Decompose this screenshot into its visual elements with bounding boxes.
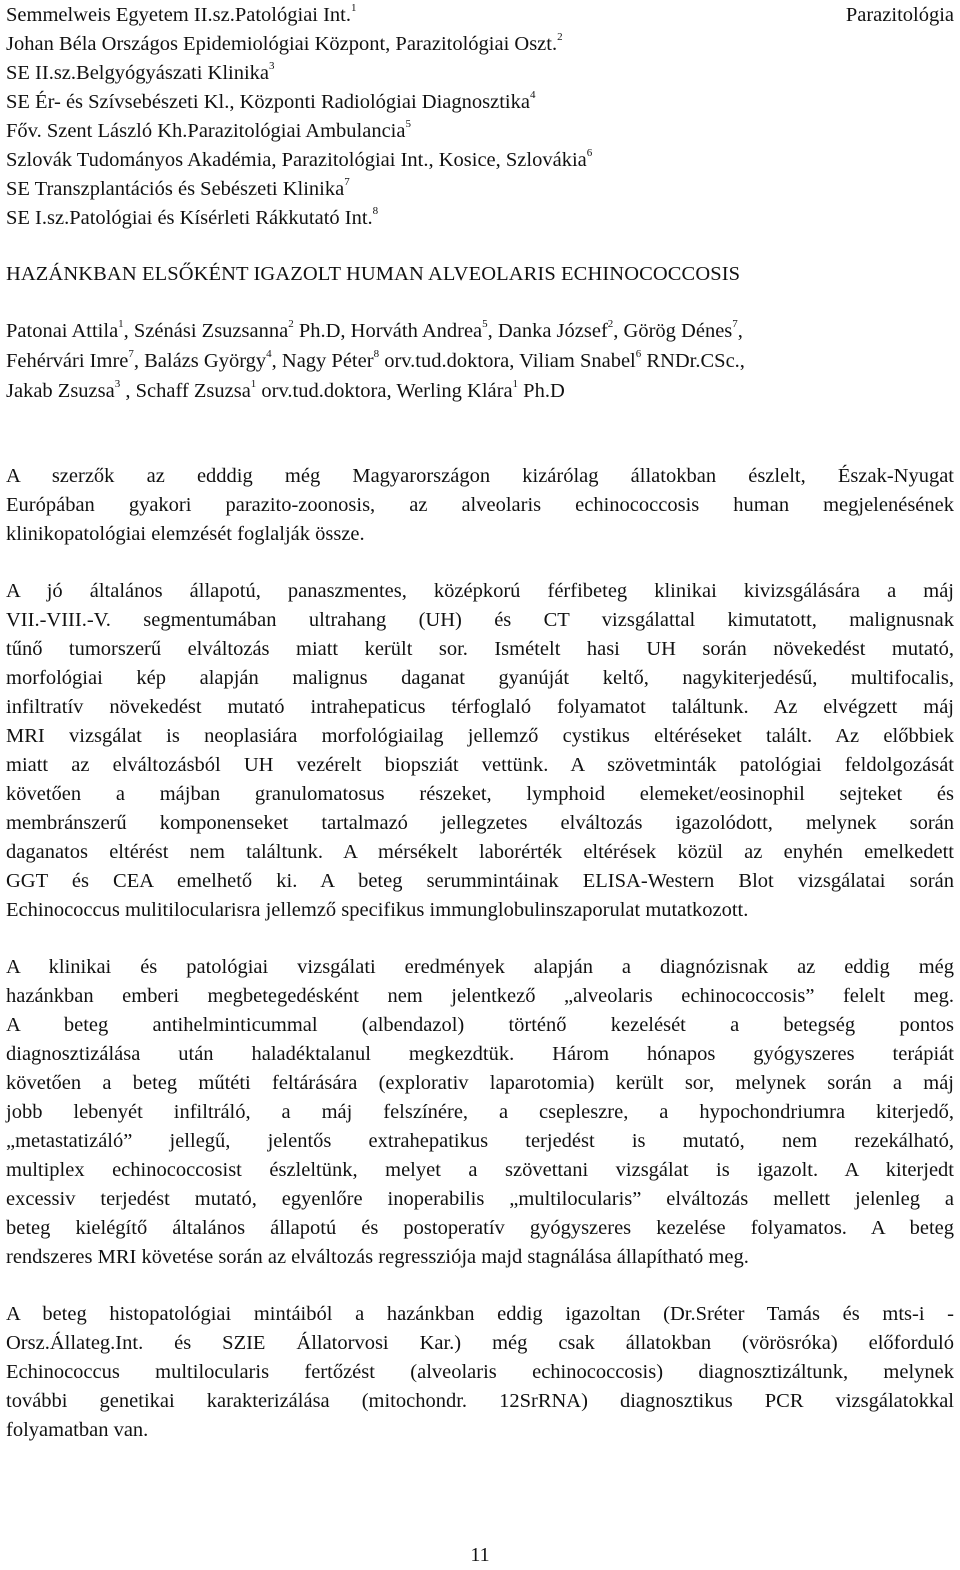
- affiliation-text: SE I.sz.Patológiai és Kísérleti Rákkutató Int.: [6, 207, 373, 229]
- affiliation-number: 8: [372, 205, 379, 218]
- author-affiliation-number: 1: [250, 378, 257, 391]
- paragraph-line: Echinococcus mulitilocularisra jellemző specifikus immunglobulinszaporulat mutatkozott.: [6, 899, 749, 921]
- paragraph-line: rendszeres MRI követése során az elváltozás regressziója majd stagnálása állapítható meg.: [6, 1246, 749, 1268]
- author-name: , Szénási Zsuzsanna: [123, 320, 289, 342]
- affiliation-line: [6, 59, 954, 88]
- affiliation-number: 7: [344, 176, 350, 189]
- section-label: Parazitológia: [845, 4, 954, 26]
- affiliation-line: [6, 117, 954, 146]
- affiliation-line: [6, 175, 954, 204]
- paragraph-line: excessiv terjedést mutató, egyenlőre inoperabilis „multilocularis” elváltozás mellett jelenleg a: [6, 1188, 954, 1210]
- abstract-paragraph: [6, 953, 954, 1272]
- paragraph-line: A klinikai és patológiai vizsgálati eredmények alapján a diagnózisnak az eddig még: [6, 956, 954, 978]
- author-degree: RNDr.CSc.,: [641, 350, 745, 372]
- paragraph-line: Orsz.Állateg.Int. és SZIE Állatorvosi Kar.) még csak állatokban (vörösróka) előforduló: [6, 1332, 954, 1354]
- author-affiliation-number: 1: [512, 378, 519, 391]
- affiliation-number: 2: [557, 31, 563, 44]
- paragraph-line: miatt az elváltozásból UH vezérelt biopsziát vettünk. A szövetminták patológiai feldolgozását: [6, 754, 954, 776]
- affiliation-number: 4: [529, 89, 536, 102]
- document-page: [6, 0, 954, 1569]
- author-affiliation-number: 7: [128, 348, 134, 361]
- paragraph-line: GGT és CEA emelhető ki. A beteg serummintáinak ELISA-Western Blot vizsgálatai során: [6, 870, 954, 892]
- author-name: Jakab Zsuzsa: [6, 380, 115, 402]
- author-name: , Nagy Péter: [271, 350, 374, 372]
- paragraph-line: morfológiai kép alapján malignus daganat gyanúját keltő, nagykiterjedésű, multifocalis,: [6, 667, 954, 689]
- author-affiliation-number: 2: [288, 318, 294, 331]
- paragraph-line: hazánkban emberi megbetegedésként nem jelentkező „alveolaris echinococcosis” felelt meg.: [6, 985, 954, 1007]
- affiliation-number: 5: [405, 118, 411, 131]
- author-affiliation-number: 6: [635, 348, 642, 361]
- paragraph-line: A szerzők az edddig még Magyarországon kizárólag állatokban észlelt, Észak-Nyugat: [6, 465, 954, 487]
- abstract-paragraph: [6, 462, 954, 549]
- paragraph-line: követően a májban granulomatosus részeket, lymphoid elemeket/eosinophil sejteket és: [6, 783, 954, 805]
- paragraph-line: klinikopatológiai elemzését foglalják össze.: [6, 523, 365, 545]
- affiliation-number: 6: [586, 147, 593, 160]
- authors-block: [6, 316, 954, 406]
- abstract-paragraph: [6, 577, 954, 925]
- abstract-paragraph: [6, 1300, 954, 1445]
- affiliation-text: SE Ér- és Szívsebészeti Kl., Központi Radiológiai Diagnosztika: [6, 91, 530, 113]
- affiliation-number: 3: [269, 60, 275, 73]
- affiliations-block: [6, 1, 954, 233]
- paragraph-line: Európában gyakori parazito-zoonosis, az alveolaris echinococcosis human megjelenésének: [6, 494, 954, 516]
- paragraph-line: további genetikai karakterizálása (mitochondr. 12SrRNA) diagnosztikus PCR vizsgálatokkal: [6, 1390, 954, 1412]
- affiliation-number: 1: [351, 2, 357, 15]
- affiliation-text: Főv. Szent László Kh.Parazitológiai Ambulancia: [6, 120, 406, 142]
- paragraph-line: folyamatban van.: [6, 1419, 149, 1441]
- paragraph-line: membránszerű komponenseket tartalmazó jellegzetes elváltozás igazolódott, melynek során: [6, 812, 954, 834]
- paragraph-line: beteg kielégítő általános állapotú és postoperatív gyógyszeres kezelése folyamatos. A beteg: [6, 1217, 954, 1239]
- author-affiliation-number: 1: [118, 318, 124, 331]
- paragraph-line: tűnő tumorszerű elváltozás miatt került sor. Ismételt hasi UH során növekedést mutató,: [6, 638, 954, 660]
- affiliation-line: [6, 204, 954, 233]
- authors-line: [6, 316, 954, 346]
- article-title: HAZÁNKBAN ELSŐKÉNT IGAZOLT HUMAN ALVEOLARIS ECHINOCOCCOSIS: [6, 263, 741, 285]
- author-name: Ph.D, Horváth Andrea: [293, 320, 483, 342]
- page-number: 11: [470, 1544, 490, 1566]
- author-affiliation-number: 7: [732, 318, 738, 331]
- author-name: Fehérvári Imre: [6, 350, 129, 372]
- paragraph-line: Echinococcus multilocularis fertőzést (alveolaris echinococcosis) diagnosztizáltunk, melynek: [6, 1361, 954, 1383]
- author-separator: ,: [737, 320, 743, 342]
- affiliation-line: [6, 88, 954, 117]
- author-affiliation-number: 3: [114, 378, 121, 391]
- paragraph-line: A beteg antihelminticummal (albendazol) történő kezelését a betegség pontos: [6, 1014, 954, 1036]
- author-degree: Ph.D: [518, 380, 565, 402]
- abstract-body: [6, 462, 954, 1473]
- paragraph-line: jobb lebenyét infiltráló, a máj felszínére, a csepleszre, a hypochondriumra kiterjedő,: [6, 1101, 954, 1123]
- author-affiliation-number: 8: [373, 348, 380, 361]
- paragraph-line: „metastatizáló” jellegű, jelentős extrahepatikus terjedést is mutató, nem rezekálható,: [6, 1130, 954, 1152]
- author-affiliation-number: 2: [607, 318, 614, 331]
- author-name: , Schaff Zsuzsa: [120, 380, 251, 402]
- paragraph-line: A jó általános állapotú, panaszmentes, középkorú férfibeteg klinikai kivizsgálására a máj: [6, 580, 954, 602]
- paragraph-line: multiplex echinococcosist észleltünk, melyet a szövettani vizsgálat is igazolt. A kiterjedt: [6, 1159, 954, 1181]
- author-affiliation-number: 5: [482, 318, 488, 331]
- affiliation-line: [6, 1, 954, 30]
- affiliation-text: Semmelweis Egyetem II.sz.Patológiai Int.: [6, 4, 352, 26]
- author-affiliation-number: 4: [266, 348, 272, 361]
- authors-line: [6, 346, 954, 376]
- paragraph-line: A beteg histopatológiai mintáiból a hazánkban eddig igazoltan (Dr.Sréter Tamás és mts-i -: [6, 1303, 954, 1325]
- affiliation-text: SE Transzplantációs és Sebészeti Klinika: [6, 178, 345, 200]
- paragraph-line: követően a beteg műtéti feltárására (explorativ laparotomia) került sor, melynek során a máj: [6, 1072, 954, 1094]
- author-name: , Danka József: [487, 320, 608, 342]
- affiliation-text: SE II.sz.Belgyógyászati Klinika: [6, 62, 270, 84]
- authors-line: [6, 376, 954, 406]
- author-name: Patonai Attila: [6, 320, 119, 342]
- author-name: orv.tud.doktora, Werling Klára: [256, 380, 513, 402]
- paragraph-line: daganatos eltérést nem találtunk. A mérsékelt laborérték eltérések közül az enyhén emelkedett: [6, 841, 954, 863]
- affiliation-text: Johan Béla Országos Epidemiológiai Központ, Parazitológiai Oszt.: [6, 33, 558, 55]
- paragraph-line: infiltratív növekedést mutató intrahepaticus térfoglaló folyamatot találtunk. Az elvégzett máj: [6, 696, 954, 718]
- affiliation-line: [6, 30, 954, 59]
- author-name: , Görög Dénes: [613, 320, 733, 342]
- affiliation-line: [6, 146, 954, 175]
- paragraph-line: diagnosztizálása után haladéktalanul megkezdtük. Három hónapos gyógyszeres terápiát: [6, 1043, 954, 1065]
- paragraph-line: VII.-VIII.-V. segmentumában ultrahang (UH) és CT vizsgálattal kimutatott, malignusnak: [6, 609, 954, 631]
- affiliation-text: Szlovák Tudományos Akadémia, Parazitológiai Int., Kosice, Szlovákia: [6, 149, 587, 171]
- paragraph-line: MRI vizsgálat is neoplasiára morfológiailag jellemző cystikus eltéréseket talált. Az előbbiek: [6, 725, 954, 747]
- author-name: orv.tud.doktora, Viliam Snabel: [379, 350, 636, 372]
- author-name: , Balázs György: [133, 350, 267, 372]
